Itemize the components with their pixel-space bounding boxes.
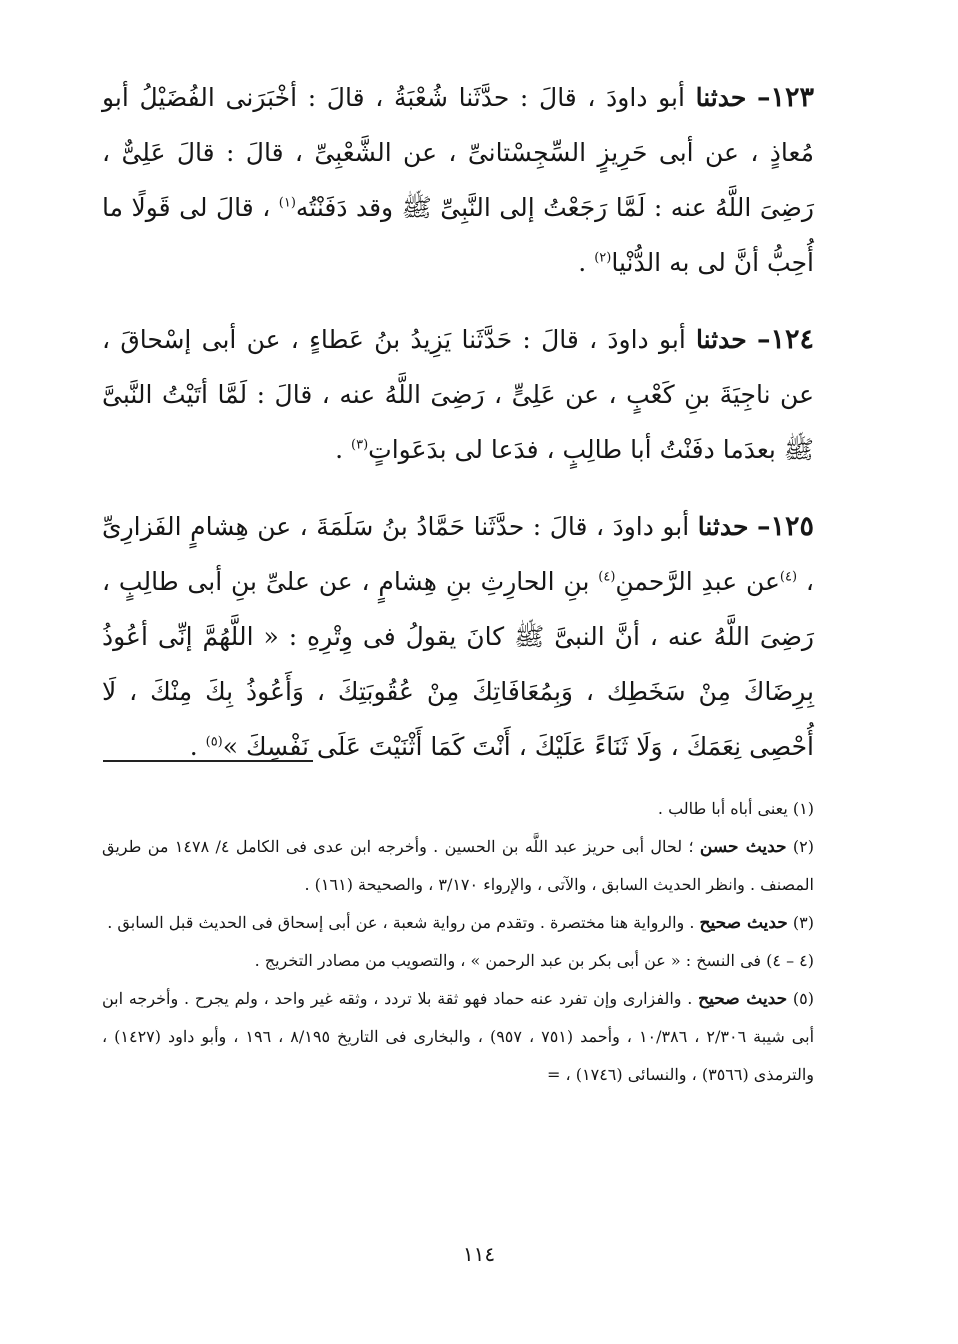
footnote-2 [102, 828, 814, 904]
footnote-label: (٢) [792, 837, 814, 856]
hadith-text: أبو داودَ ، قالَ : حدَّثَنا حَمَّادُ بنُ سَلَمَةَ ، عن هِشامٍ الفَزارِىِّ ، [102, 512, 814, 596]
hadith-text: ، قالَ لى قَولًا ما أُحِبُّ أنَّ لى به الدُّنْيا [102, 193, 814, 277]
footnote-grade: حديث صحيح [699, 913, 788, 933]
footnote-text: فى النسخ : « عن أبى بكر بن عبد الرحمن » ، والتصويب من مصادر التخريج . [254, 951, 762, 970]
hadith-number: ١٢٤– [756, 324, 814, 355]
page-number: ١١٤ [462, 1242, 496, 1266]
footnotes [102, 790, 814, 1094]
hadith-lead: حدثنا [697, 512, 749, 541]
footnote-4 [102, 942, 814, 980]
footnote-label: (١) [792, 799, 814, 818]
footnote-separator [103, 760, 313, 762]
hadith-text: . [578, 248, 595, 277]
hadith-number: ١٢٥– [756, 511, 814, 542]
hadith-text: بنِ الحارِثِ بنِ هِشامٍ ، عن علىِّ بنِ أبى طالِبٍ ، رَضِىَ اللَّهُ عنه ، أنَّ النبىَّ ﷺ كانَ يقولُ فى وِتْرِهِ : « اللَّهُمَّ إنِّى أعُوذُ بِرِضَاكَ مِنْ سَخَطِك ، وَبِمُعَافَاتِكَ مِنْ عُقُوبَتِكَ ، وَأَعُوذُ بِكَ مِنْكَ ، لَا أُحْصِى نِعَمَكَ ، وَلَا ثَنَاءً عَلَيْكَ ، أَنْتَ كَمَا أَثْنَيْتَ عَلَى نَفْسِكَ » [102, 567, 814, 761]
hadith-lead: حدثنا [695, 83, 747, 112]
footnote-1 [102, 790, 814, 828]
hadith-text: . [189, 732, 206, 761]
footnote-text: . والفزارى وإن تفرد عنه حماد فهو ثقة بلا تردد ، وثقه غير واحد ، ولم يجرح . وأخرجه ابن أبى شيبة ٢/٣٠٦ ، ١٠/٣٨٦ ، وأحمد (٧٥١ ، ٩٥٧) ، والبخارى فى التاريخ ٨/١٩٥ ، ١٩٦ ، وأبو داود (١٤٢٧) ، والترمذى (٣٥٦٦) ، والنسائى (١٧٤٦) ، = [102, 989, 815, 1084]
hadith-text: أبو داودَ ، قالَ : حَدَّثَنا يَزِيدُ بنُ عَطاءٍ ، عن أبى إسْحاقَ ، عن ناجِيَةَ بنِ كَعْبٍ ، عن عَلِىٍّ ، رَضِىَ اللَّهُ عنه ، قالَ : لَمَّا أتَيْتُ النَّبىَّ ﷺ بعدَما دفَنْتُ أبا طالِبٍ ، فدَعا لى بدَعَواتٍ [102, 325, 814, 464]
main-text [102, 70, 814, 796]
hadith-123 [102, 70, 814, 290]
footnote-text: يعنى أباه أبا طالب . [657, 799, 788, 818]
footnote-grade: حديث صحيح [698, 989, 788, 1009]
footnote-ref: (٤) [598, 569, 616, 585]
footnote-ref: (١) [278, 195, 296, 211]
footnote-3 [102, 904, 814, 942]
footnote-text: ؛ لحال أبى حريز عبد اللَّه بن الحسين . وأخرجه ابن عدى فى الكامل ٤/ ١٤٧٨ من طريق المصنف . وانظر الحديث السابق ، والآتى ، والإرواء ٣/١٧٠ ، والصحيحة (١٦١) . [102, 837, 814, 894]
footnote-label: (٣) [792, 913, 814, 932]
footnote-ref: (٣) [351, 437, 369, 453]
hadith-124 [102, 312, 814, 477]
footnote-text: . والرواية هنا مختصرة . وتقدم من رواية شعبة ، عن أبى إسحاق فى الحديث قبل السابق . [107, 913, 695, 932]
footnote-ref: (٤) [779, 569, 798, 585]
hadith-number: ١٢٣– [756, 82, 814, 113]
hadith-lead: حدثنا [696, 325, 747, 354]
footnote-grade: حديث حسن [699, 837, 787, 857]
footnote-label: (٥) [792, 989, 814, 1008]
hadith-text: . [335, 435, 352, 464]
footnote-5 [102, 980, 814, 1094]
footnote-ref: (٢) [594, 250, 612, 266]
hadith-125 [102, 499, 814, 774]
hadith-text: عن عبدِ الرَّحمنِ [615, 567, 780, 596]
footnote-ref: (٥) [205, 734, 223, 750]
hadith-text: أبو داودَ ، قالَ : حدَّثَنا شُعْبَةُ ، قالَ : أخْبَرَنى الفُضَيْلُ أبو مُعاذٍ ، عن أبى حَرِيزٍ السِّجِسْتانىِّ ، عن الشَّعْبِىِّ ، قالَ : قالَ عَلِىٌّ ، رَضِىَ اللَّهُ عنه : لَمَّا رَجَعْتُ إلى النَّبِىِّ ﷺ وقد دَفَنْتُه [102, 83, 814, 222]
footnote-label: (٤ – ٤) [766, 951, 814, 970]
